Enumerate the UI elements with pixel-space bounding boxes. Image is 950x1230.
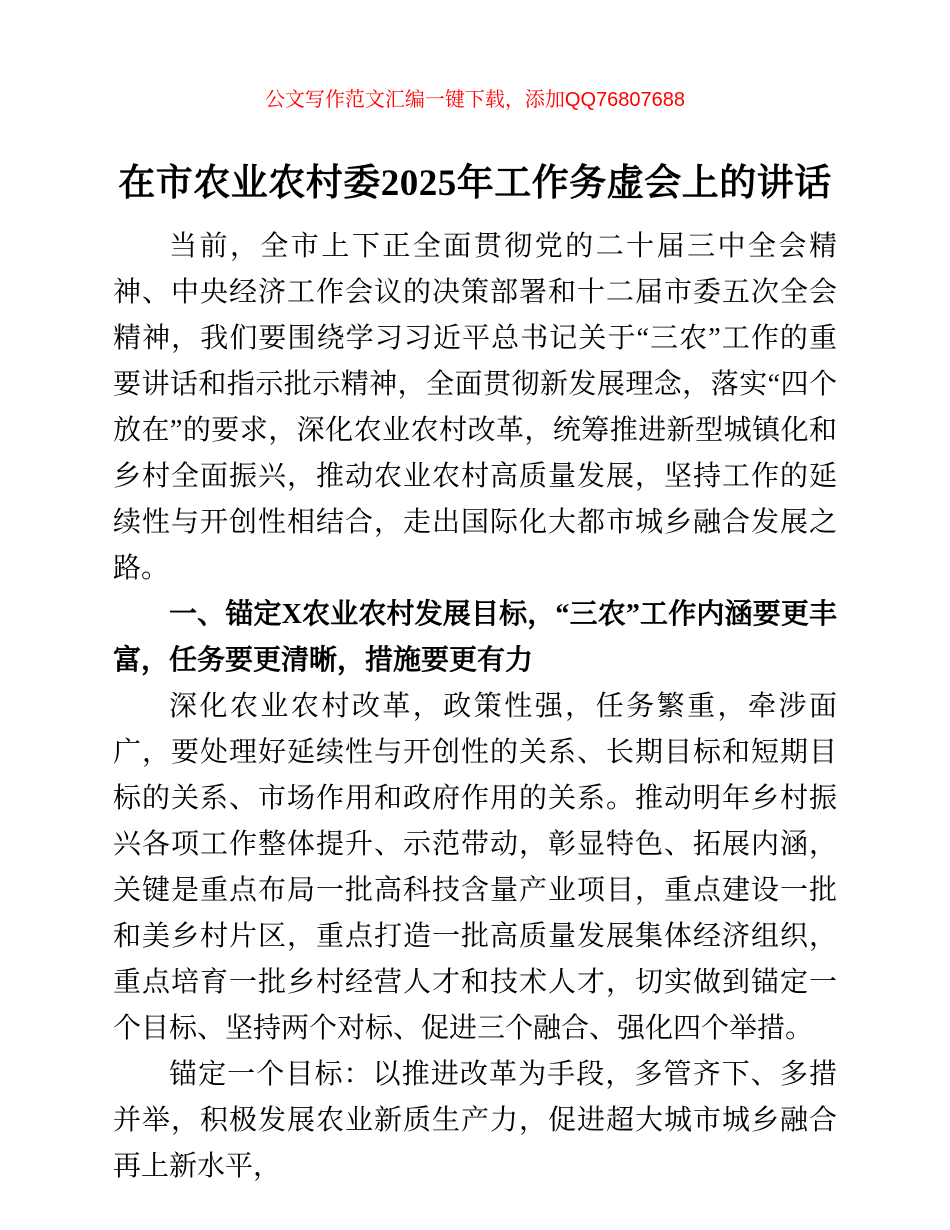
section-heading-1: 一、锚定X农业农村发展目标，“三农”工作内涵要更丰富，任务要更清晰，措施要更有力 xyxy=(113,599,837,676)
document-body xyxy=(113,224,837,1190)
paragraph-section-1-body: 深化农业农村改革，政策性强，任务繁重，牵涉面广，要处理好延续性与开创性的关系、长期目标和短期目标的关系、市场作用和政府作用的关系。推动明年乡村振兴各项工作整体提升、示范带动，彰显特色、拓展内涵，关键是重点布局一批高科技含量产业项目，重点建设一批和美乡村片区，重点打造一批高质量发展集体经济组织，重点培育一批乡村经营人才和技术人才，切实做到锚定一个目标、坚持两个对标、促进三个融合、强化四个举措。 xyxy=(113,691,837,1044)
paragraph-intro: 当前，全市上下正全面贯彻党的二十届三中全会精神、中央经济工作会议的决策部署和十二届市委五次全会精神，我们要围绕学习习近平总书记关于“三农”工作的重要讲话和指示批示精神，全面贯彻新发展理念，落实“四个放在”的要求，深化农业农村改革，统筹推进新型城镇化和乡村全面振兴，推动农业农村高质量发展，坚持工作的延续性与开创性相结合，走出国际化大都市城乡融合发展之路。 xyxy=(113,231,837,584)
document-title: 在市农业农村委2025年工作务虚会上的讲话 xyxy=(118,163,832,204)
promo-banner: 公文写作范文汇编一键下载，添加QQ76807688 xyxy=(264,89,686,111)
paragraph-goal: 锚定一个目标：以推进改革为手段，多管齐下、多措并举，积极发展农业新质生产力，促进超大城市城乡融合再上新水平， xyxy=(113,1059,837,1182)
